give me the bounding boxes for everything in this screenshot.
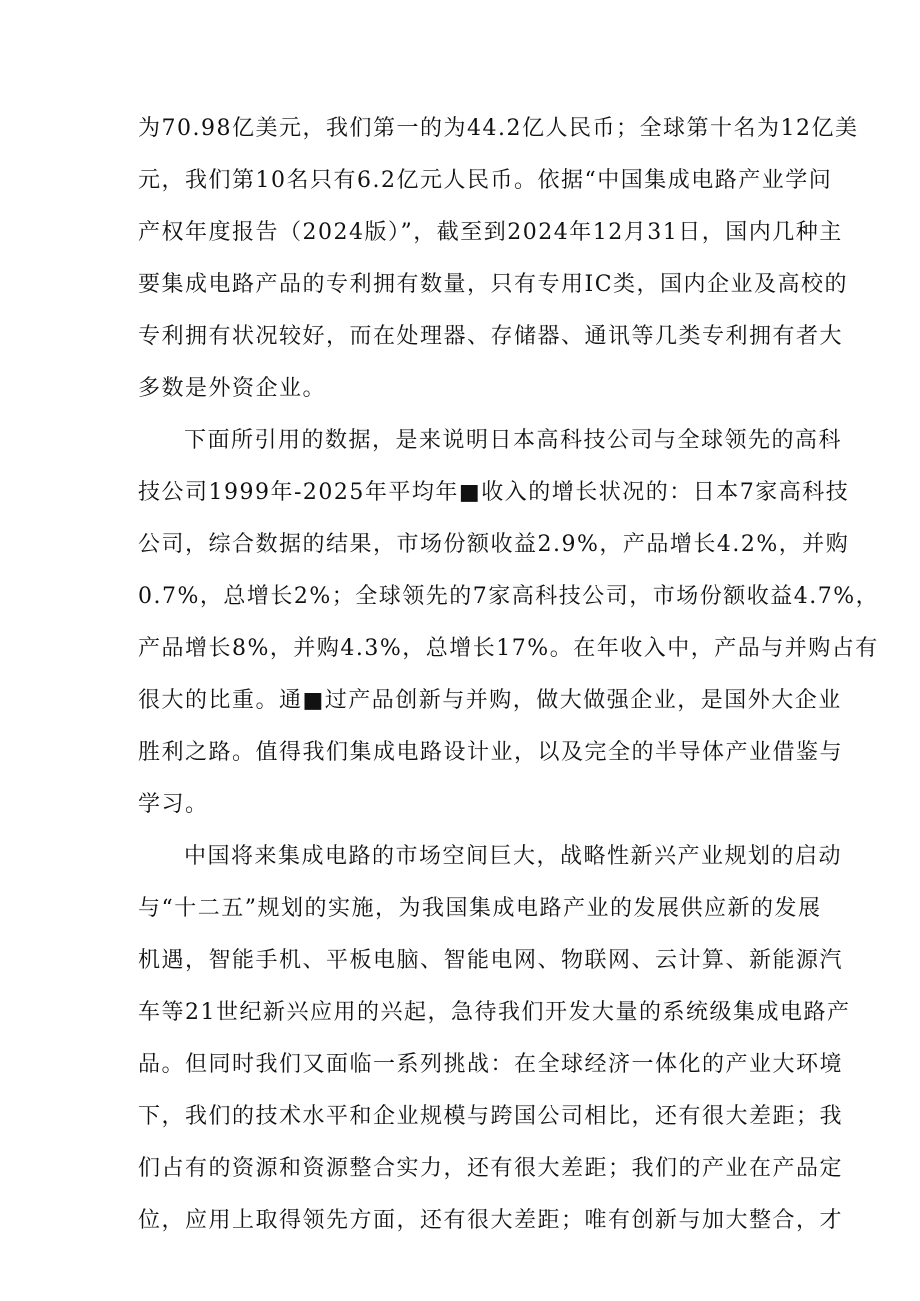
paragraph-3-line-4: 车等21世纪新兴应用的兴起，急待我们开发大量的系统级集成电路产 [138,1000,851,1025]
paragraph-2-line-1: 下面所引用的数据，是来说明日本高科技公司与全球领先的高科 [184,428,843,453]
paragraph-2-line-5: 产品增长8%，并购4.3%，总增长17%。在年收入中，产品与并购占有 [138,636,879,661]
paragraph-2-line-4: 0.7%，总增长2%；全球领先的7家高科技公司，市场份额收益4.7%， [138,584,880,609]
paragraph-3-line-1: 中国将来集成电路的市场空间巨大，战略性新兴产业规划的启动 [184,844,843,869]
paragraph-1-line-5: 专利拥有状况较好，而在处理器、存储器、通讯等几类专利拥有者大 [138,324,844,349]
paragraph-3-line-8: 位，应用上取得领先方面，还有很大差距；唯有创新与加大整合，才 [138,1208,844,1233]
paragraph-2-line-6: 很大的比重。通■过产品创新与并购，做大做强企业，是国外大企业 [138,688,842,713]
paragraph-2-line-7: 胜利之路。值得我们集成电路设计业，以及完全的半导体产业借鉴与 [138,740,844,765]
paragraph-2-line-2: 技公司1999年-2025年平均年■收入的增长状况的：日本7家高科技 [138,480,850,505]
paragraph-1-line-3: 产权年度报告（2024版）”，截至到2024年12月31日，国内几种主 [138,220,843,245]
paragraph-1-line-6: 多数是外资企业。 [138,376,327,401]
paragraph-3-line-5: 品。但同时我们又面临一系列挑战：在全球经济一体化的产业大环境 [138,1052,844,1077]
paragraph-1-line-2: 元，我们第10名只有6.2亿元人民币。依据“中国集成电路产业学问 [138,168,833,193]
paragraph-3-line-2: 与“十二五”规划的实施，为我国集成电路产业的发展供应新的发展 [138,896,822,921]
paragraph-3-line-3: 机遇，智能手机、平板电脑、智能电网、物联网、云计算、新能源汽 [138,948,844,973]
paragraph-3-line-6: 下，我们的技术水平和企业规模与跨国公司相比，还有很大差距；我 [138,1104,844,1129]
paragraph-1-line-1: 为70.98亿美元，我们第一的为44.2亿人民币；全球第十名为12亿美 [138,116,859,141]
paragraph-2-line-8: 学习。 [138,792,209,817]
paragraph-3-line-7: 们占有的资源和资源整合实力，还有很大差距；我们的产业在产品定 [138,1156,844,1181]
paragraph-1-line-4: 要集成电路产品的专利拥有数量，只有专用IC类，国内企业及高校的 [138,272,849,297]
paragraph-2-line-3: 公司，综合数据的结果，市场份额收益2.9%，产品增长4.2%，并购 [138,532,850,557]
